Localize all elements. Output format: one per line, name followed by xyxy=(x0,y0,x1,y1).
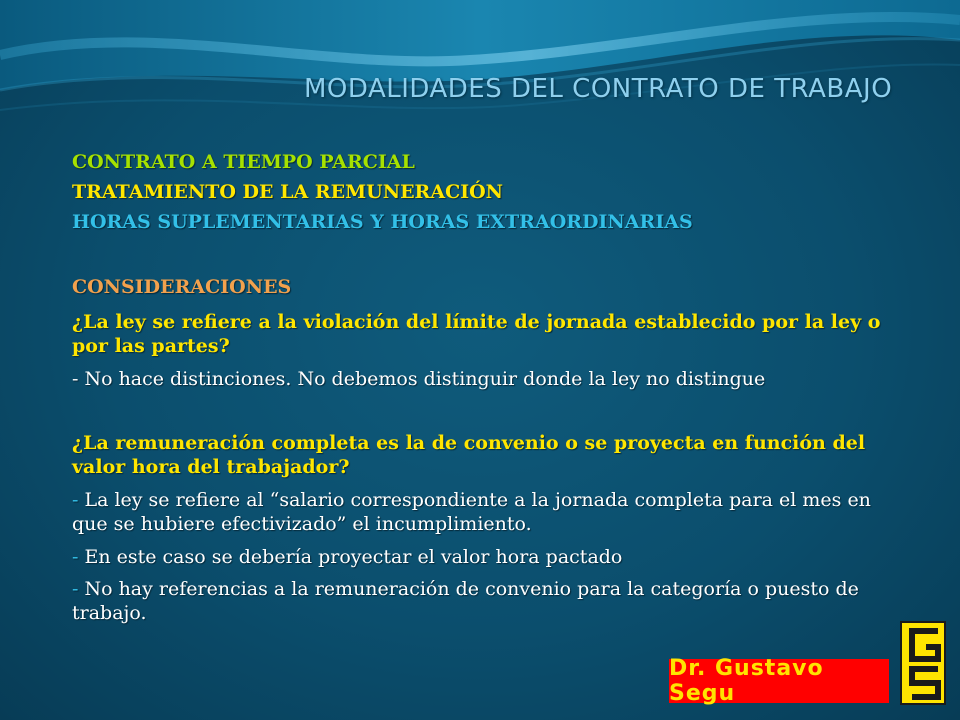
topic-line-part-time-contract: CONTRATO A TIEMPO PARCIAL xyxy=(72,151,415,173)
bullet-1 xyxy=(72,488,892,536)
bullet-3 xyxy=(72,577,892,625)
bullet-1-text: La ley se refiere al “salario correspondiente a la jornada completa para el mes en que se hubiere efectivizado” el incumplimiento. xyxy=(72,489,871,535)
bullet-dash: - xyxy=(72,578,79,600)
signature-text: Dr. Gustavo Segu xyxy=(669,656,824,706)
slide-title: MODALIDADES DEL CONTRATO DE TRABAJO xyxy=(304,74,893,104)
topic-line-overtime: HORAS SUPLEMENTARIAS Y HORAS EXTRAORDINARIAS xyxy=(72,211,693,233)
answer-1: - No hace distinciones. No debemos distinguir donde la ley no distingue xyxy=(72,368,766,390)
bullet-dash: - xyxy=(72,489,79,511)
bullet-dash: - xyxy=(72,546,79,568)
topic-line-remuneration: TRATAMIENTO DE LA REMUNERACIÓN xyxy=(72,181,504,203)
question-1: ¿La ley se refiere a la violación del límite de jornada establecido por la ley o por las partes? xyxy=(72,311,881,357)
signature-banner xyxy=(669,656,889,706)
question-2: ¿La remuneración completa es la de convenio o se proyecta en función del valor hora del trabajador? xyxy=(72,432,866,478)
bullet-3-text: No hay referencias a la remuneración de convenio para la categoría o puesto de trabajo. xyxy=(72,578,859,624)
bullet-2-text: En este caso se debería proyectar el valor hora pactado xyxy=(84,546,623,568)
considerations-heading: CONSIDERACIONES xyxy=(72,276,292,298)
gs-logo-mark xyxy=(902,623,948,707)
gs-logo xyxy=(900,621,946,705)
bullet-2 xyxy=(72,545,892,569)
